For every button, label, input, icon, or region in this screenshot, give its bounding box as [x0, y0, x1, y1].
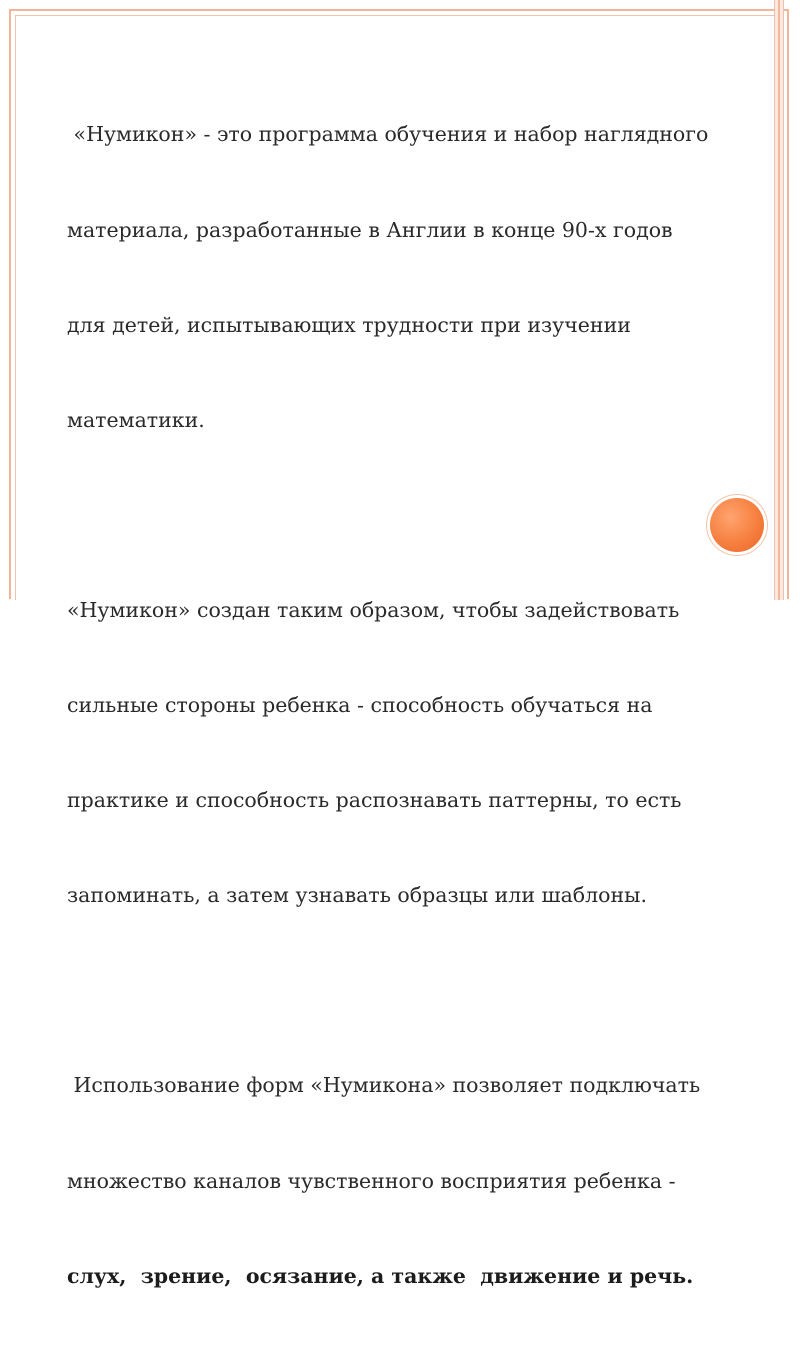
paragraph-numicon-purpose [67, 532, 747, 976]
text-line: множество каналов чувственного восприятия ребенка - [67, 1168, 676, 1193]
text-line-bold-senses: слух, зрение, осязание, а также движение и речь. [67, 1263, 694, 1288]
text-line: Использование форм «Нумикона» позволяет подключать [67, 1073, 701, 1098]
text-line: материала, разработанные в Англии в конце 90-х годов [67, 217, 673, 242]
text-line: сильные стороны ребенка - способность обучаться на [67, 693, 653, 718]
text-line: «Нумикон» - это программа обучения и набор наглядного [67, 122, 709, 147]
text-line: математики. [67, 407, 205, 432]
text-line: запоминать, а затем узнавать образцы или шаблоны. [67, 883, 647, 908]
text-line: практике и способность распознавать паттерны, то есть [67, 788, 682, 813]
text-line: «Нумикон» создан таким образом, чтобы задействовать [67, 597, 680, 622]
paragraph-numicon-definition [67, 56, 747, 500]
text-line: для детей, испытывающих трудности при изучении [67, 312, 631, 337]
slide-body-text [67, 56, 747, 1356]
decorative-side-line [778, 0, 780, 600]
paragraph-numicon-channels [67, 1007, 747, 1356]
